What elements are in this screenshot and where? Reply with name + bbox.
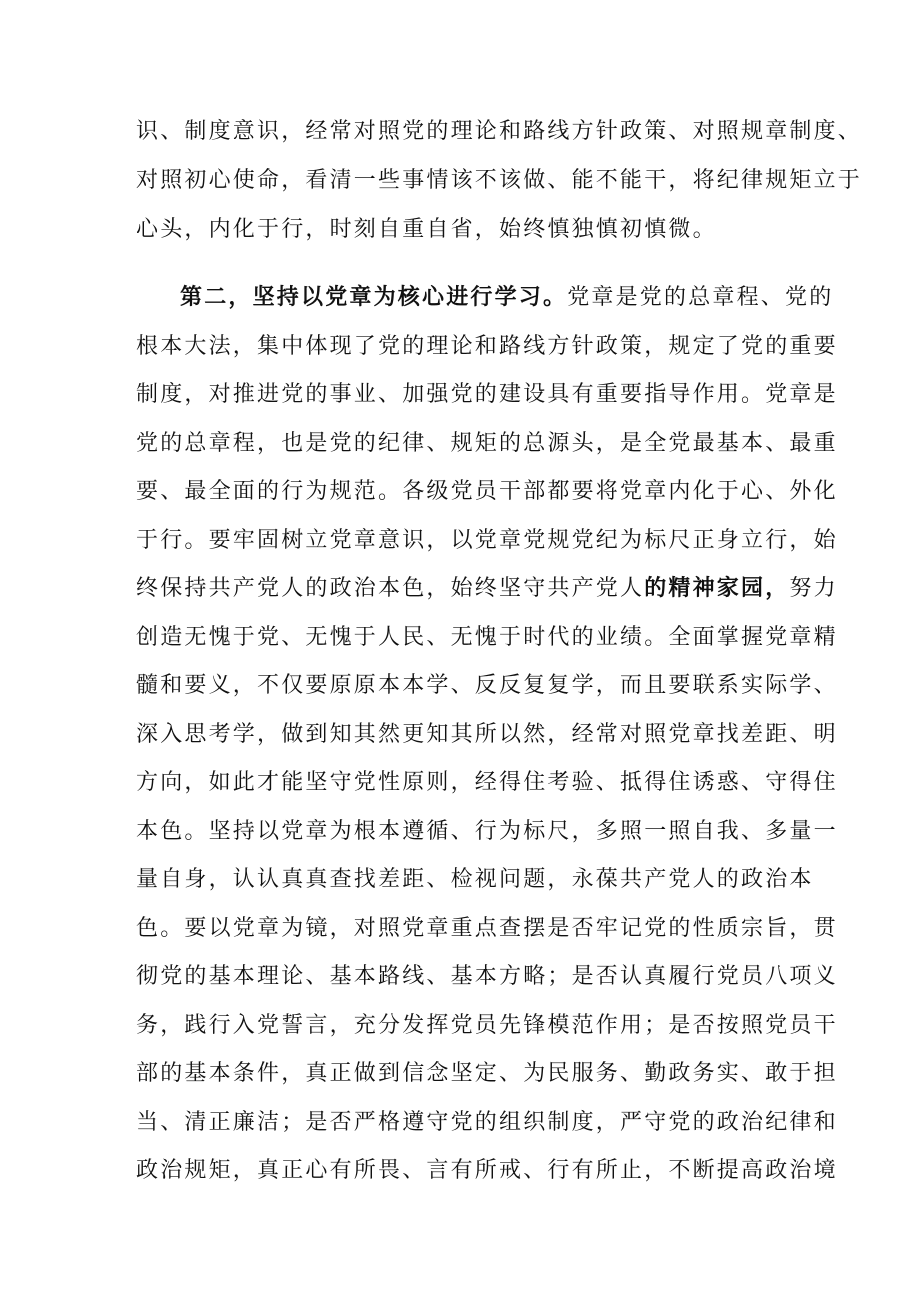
paragraph-line: 对照初心使命，看清一些事情该不该做、能不能干，将纪律规矩立于	[136, 168, 863, 193]
paragraph-line: 要、最全面的行为规范。各级党员干部都要将党章内化于心、外化	[136, 479, 838, 504]
paragraph-line: 彻党的基本理论、基本路线、基本方略；是否认真履行党员八项义	[136, 964, 838, 989]
paragraph-line: 部的基本条件，真正做到信念坚定、为民服务、勤政务实、敢于担	[136, 1061, 838, 1086]
paragraph-line: 制度，对推进党的事业、加强党的建设具有重要指导作用。党章是	[136, 382, 838, 407]
paragraph-line: 党的总章程，也是党的纪律、规矩的总源头，是全党最基本、最重	[136, 431, 838, 456]
section-heading: 第二，坚持以党章为核心进行学习。	[180, 285, 568, 310]
line-text: 终保持共产党人的政治本色，始终坚守共产党人	[136, 576, 645, 601]
paragraph-line: 心头，内化于行，时刻自重自省，始终慎独慎初慎微。	[136, 217, 717, 242]
paragraph-line: 色。要以党章为镜，对照党章重点查摆是否牢记党的性质宗旨，贯	[136, 916, 838, 941]
paragraph-line: 方向，如此才能坚守党性原则，经得住考验、抵得住诱惑、守得住	[136, 770, 838, 795]
paragraph-line: 本色。坚持以党章为根本遵循、行为标尺，多照一照自我、多量一	[136, 819, 838, 844]
paragraph-line: 根本大法，集中体现了党的理论和路线方针政策，规定了党的重要	[136, 334, 838, 359]
paragraph-line: 识、制度意识，经常对照党的理论和路线方针政策、对照规章制度、	[136, 119, 863, 144]
paragraph-line: 髓和要义，不仅要原原本本学、反反复复学，而且要联系实际学、	[136, 673, 838, 698]
paragraph-line: 深入思考学，做到知其然更知其所以然，经常对照党章找差距、明	[136, 722, 838, 747]
paragraph-first-line	[180, 283, 833, 313]
paragraph-line: 政治规矩，真正心有所畏、言有所戒、行有所止，不断提高政治境	[136, 1158, 838, 1183]
paragraph-line: 于行。要牢固树立党章意识，以党章党规党纪为标尺正身立行，始	[136, 528, 838, 553]
paragraph-line: 创造无愧于党、无愧于人民、无愧于时代的业绩。全面掌握党章精	[136, 625, 838, 650]
line-text: 努力	[789, 576, 838, 601]
paragraph-line-mixed	[136, 574, 838, 604]
paragraph-line: 量自身，认认真真查找差距、检视问题，永葆共产党人的政治本	[136, 867, 814, 892]
heading-continuation: 党章是党的总章程、党的	[567, 285, 834, 310]
paragraph-line: 务，践行入党誓言，充分发挥党员先锋模范作用；是否按照党员干	[136, 1013, 838, 1038]
paragraph-line: 当、清正廉洁；是否严格遵守党的组织制度，严守党的政治纪律和	[136, 1110, 838, 1135]
bold-phrase: 的精神家园，	[644, 576, 790, 601]
